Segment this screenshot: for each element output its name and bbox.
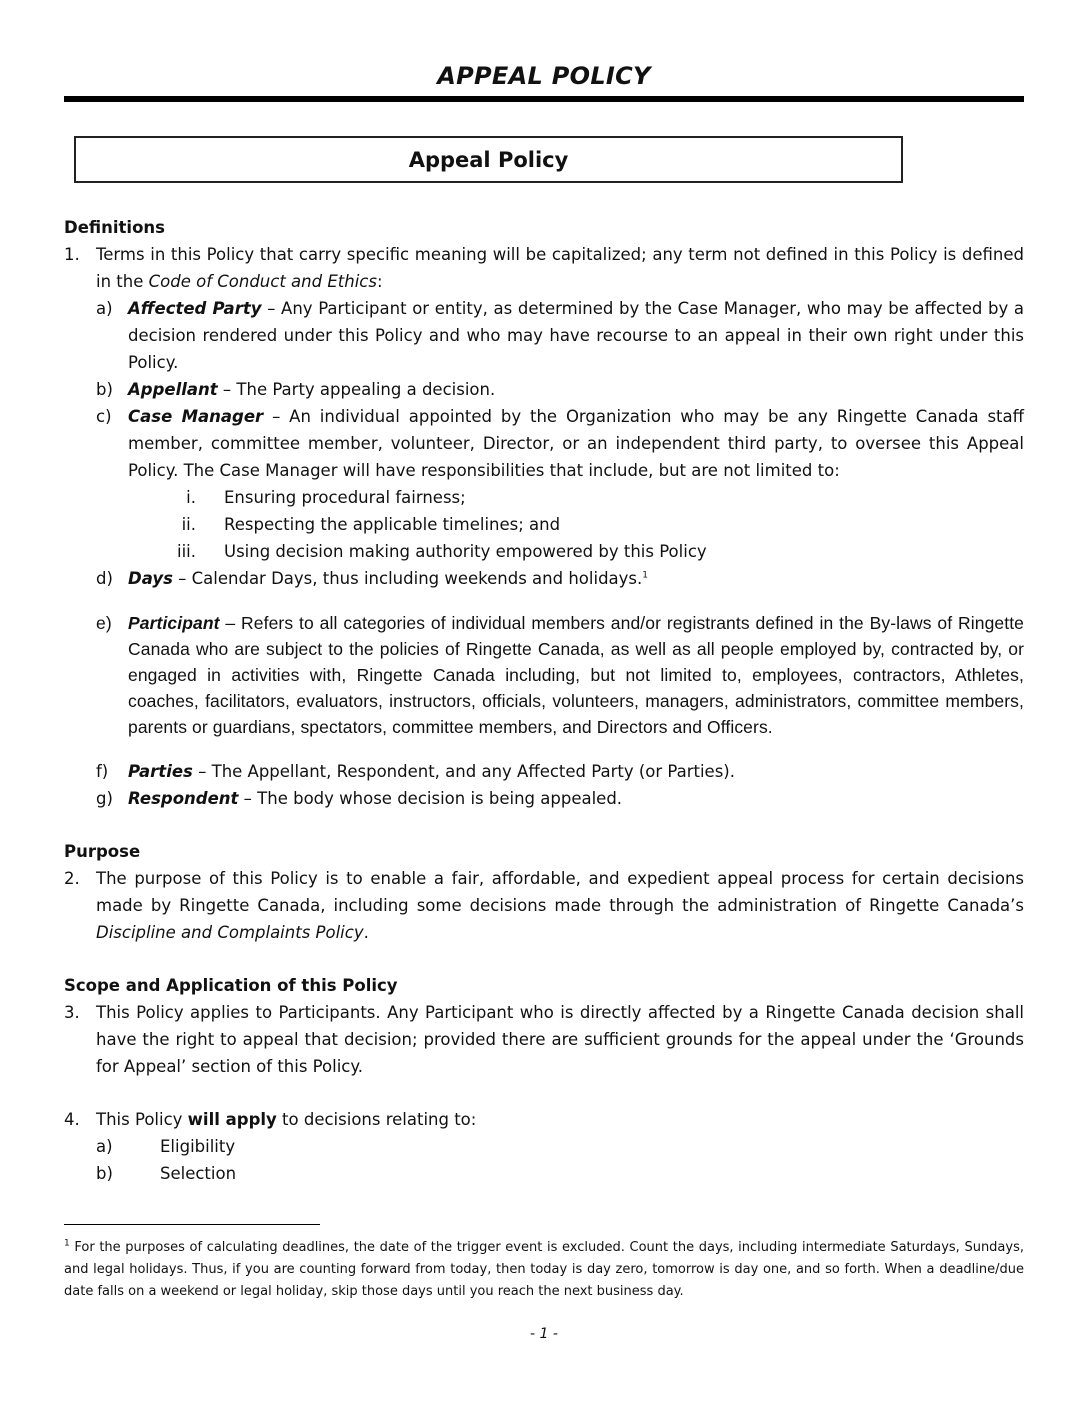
definitions-heading: Definitions (64, 218, 165, 237)
definition-text: – The Appellant, Respondent, and any Affected Party (or Parties). (192, 762, 735, 781)
definition-label: f) (96, 762, 109, 781)
responsibility-text: Ensuring procedural fairness; (224, 488, 466, 507)
footnote-text: For the purposes of calculating deadlines, the date of the trigger event is excluded. Count the days, including intermediate Saturdays, Sundays, and legal holidays. Thus, if you are counting forward from today, then today is day zero, tomorrow is day one, and so forth. When a deadline/due date falls on a weekend or legal holiday, skip those days until you reach the next business day. (64, 1240, 1024, 1299)
definition-label: e) (96, 613, 112, 633)
definition-term: Participant (128, 613, 220, 633)
definition-text: – Calendar Days, thus including weekends and holidays. (172, 569, 643, 588)
definition-participant (64, 610, 1024, 740)
definition-term: Case Manager (128, 407, 264, 426)
item-number: 4. (64, 1110, 80, 1129)
definition-term: Affected Party (128, 299, 262, 318)
scope-list-item (64, 1133, 1024, 1160)
definition-text: – Refers to all categories of individual members and/or registrants defined in the By-laws of Ringette Canada who are subject to the policies of Ringette Canada, as well as all people employed by, contracted by, or engaged in activities with, Ringette Canada including, but not limited to, employees, contractors, Athletes, coaches, facilitators, evaluators, instructors, officials, volunteers, managers, administrators, committee members, parents or guardians, spectators, committee members, and Directors and Officers. (128, 613, 1024, 737)
item-tail: to decisions relating to: (276, 1110, 477, 1129)
definition-appellant (64, 376, 1024, 403)
scope-item-4 (64, 1106, 1024, 1133)
case-manager-responsibility (64, 511, 1024, 538)
footnote-marker: 1 (64, 1238, 70, 1249)
definition-text: – An individual appointed by the Organization who may be any Ringette Canada staff member, committee member, volunteer, Director, or an independent third party, to oversee this Appeal Policy. The Case Manager will have responsibilities that include, but are not limited to: (128, 407, 1024, 480)
definition-term: Appellant (128, 380, 218, 399)
item-number: 1. (64, 245, 80, 264)
page-number: - 1 - (530, 1326, 558, 1342)
definition-days (64, 565, 1024, 592)
list-text: Selection (160, 1164, 237, 1183)
definition-term: Days (128, 569, 173, 588)
definition-text: – Any Participant or entity, as determined by the Case Manager, who may be affected by a decision rendered under this Policy and who may have recourse to an appeal in their own right under this Policy. (128, 299, 1024, 372)
definition-label: b) (96, 380, 113, 399)
responsibility-text: Respecting the applicable timelines; and (224, 515, 561, 534)
policy-title: Appeal Policy (408, 147, 569, 172)
policy-title-box (74, 136, 903, 183)
footnote-reference[interactable]: 1 (642, 570, 648, 581)
case-manager-responsibility (64, 484, 1024, 511)
scope-heading: Scope and Application of this Policy (64, 976, 398, 995)
item-emphasis: will apply (187, 1110, 277, 1129)
item-number: 2. (64, 869, 80, 888)
list-text: Eligibility (160, 1137, 236, 1156)
definition-label: c) (96, 407, 112, 426)
definition-respondent (64, 785, 1024, 812)
definition-text: – The Party appealing a decision. (217, 380, 496, 399)
definition-affected-party (64, 295, 1024, 376)
list-label: a) (96, 1137, 113, 1156)
roman-label: i. (186, 488, 196, 507)
definition-parties (64, 758, 1024, 785)
scope-item-3 (64, 999, 1024, 1080)
definition-term: Respondent (128, 789, 239, 808)
purpose-heading: Purpose (64, 842, 141, 861)
purpose-item (64, 865, 1024, 946)
item-text: Terms in this Policy that carry specific meaning will be capitalized; any term not defined in this Policy is defined in the (96, 245, 1024, 291)
definitions-intro (64, 241, 1024, 295)
item-text: This Policy applies to Participants. Any Participant who is directly affected by a Ringette Canada decision shall have the right to appeal that decision; provided there are sufficient grounds for the appeal under the ‘Grounds for Appeal’ section of this Policy. (96, 1003, 1024, 1076)
item-tail: : (376, 272, 383, 291)
footnote (64, 1237, 1024, 1303)
case-manager-responsibility (64, 538, 1024, 565)
roman-label: ii. (181, 515, 196, 534)
footnote-separator (64, 1224, 320, 1225)
item-number: 3. (64, 1003, 80, 1022)
policy-body (64, 214, 1024, 1187)
code-of-conduct-ref: Code of Conduct and Ethics (148, 272, 377, 291)
definition-label: a) (96, 299, 113, 318)
scope-list-item (64, 1160, 1024, 1187)
page-header-title: APPEAL POLICY (437, 62, 651, 90)
header-rule (64, 96, 1024, 102)
definition-case-manager (64, 403, 1024, 484)
list-label: b) (96, 1164, 113, 1183)
definition-label: g) (96, 789, 113, 808)
definition-text: – The body whose decision is being appealed. (238, 789, 623, 808)
roman-label: iii. (177, 542, 196, 561)
responsibility-text: Using decision making authority empowered by this Policy (224, 542, 707, 561)
definition-label: d) (96, 569, 113, 588)
definition-term: Parties (128, 762, 193, 781)
item-text: The purpose of this Policy is to enable a fair, affordable, and expedient appeal process for certain decisions made by Ringette Canada, including some decisions made through the administration of Ringette Canada’s (96, 869, 1024, 915)
item-tail: . (363, 923, 369, 942)
discipline-policy-ref: Discipline and Complaints Policy (96, 923, 364, 942)
item-text: This Policy (96, 1110, 188, 1129)
